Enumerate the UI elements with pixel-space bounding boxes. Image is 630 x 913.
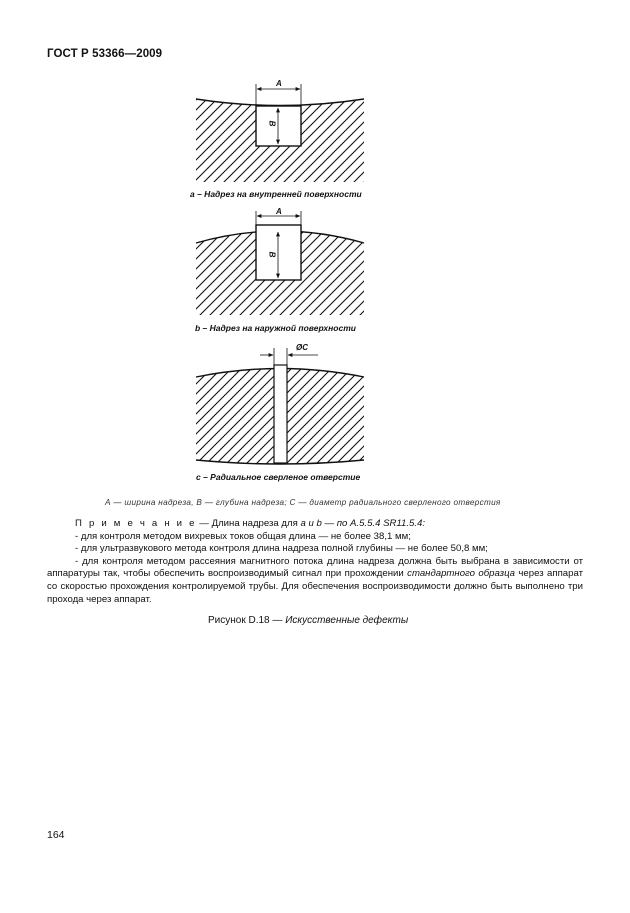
note-item-3a: - для контроля методом рассеяния магнитного потока длина надреза должна быть выбрана в зависимости от аппаратуры так, чтобы обеспечить воспроизводимый сигнал при прохождении (47, 555, 583, 580)
figure-b-outer-notch (190, 205, 370, 321)
figure-title-prefix: Рисунок D.18 — (208, 615, 286, 626)
dim-label-depth-b: B (267, 251, 277, 258)
drilled-hole-c (274, 365, 287, 463)
dim-label-width-b: A (276, 207, 282, 216)
dim-label-depth-a: B (267, 120, 277, 127)
caption-a: а – Надрез на внутренней поверхности (190, 189, 362, 199)
figure-c-radial-hole (190, 340, 370, 470)
caption-c: c – Радиальное сверленое отверстие (196, 472, 361, 482)
figure-a-inner-notch (190, 76, 370, 188)
figure-legend: А — ширина надреза, В — глубина надреза; С — диаметр радиального сверленого отверстия (105, 498, 501, 507)
note-item-3-ref: стандартного образца (407, 568, 515, 580)
note-label: П р и м е ч а н и е (75, 518, 197, 529)
note-intro-ref: а и b — по А.5.5.4 SR11.5.4: (300, 518, 426, 529)
note-item-2: - для ультразвукового метода контроля длина надреза полной глубины — не более 50,8 мм; (75, 543, 488, 555)
note-item-1: - для контроля методом вихревых токов общая длина — не более 38,1 мм; (75, 530, 411, 542)
figure-title-text: Искусственные дефекты (285, 615, 409, 626)
figure-title (208, 615, 408, 626)
standard-header: ГОСТ Р 53366—2009 (47, 48, 163, 60)
dim-label-width-a: A (276, 79, 282, 88)
notch-a (256, 106, 301, 146)
caption-b: b – Надрез на наружной поверхности (195, 323, 356, 333)
dim-label-diameter-c: ØC (296, 343, 308, 352)
notch-b (256, 225, 301, 280)
note-block (47, 518, 583, 606)
note-item-3b: через аппарат со скоростью прохождения контролируемой трубы. Для обеспечения воспроизводимости должно быть выполнено три прохода через аппарат. (47, 568, 583, 605)
note-intro: — Длина надреза для (196, 518, 301, 529)
page-number: 164 (47, 829, 65, 841)
